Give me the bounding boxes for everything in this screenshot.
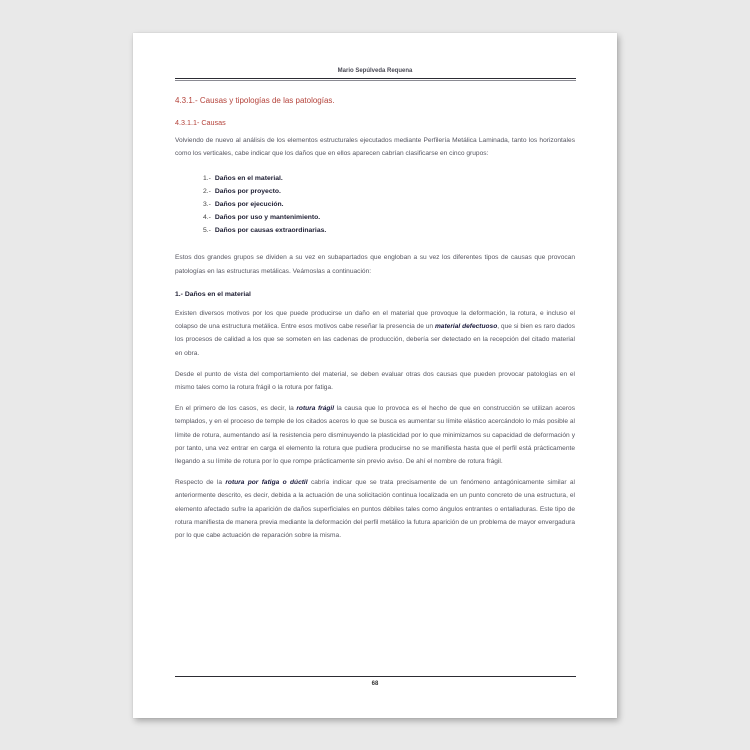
emphasis-term: material defectuoso [434,323,498,331]
page-content [175,95,575,550]
subsection-title: 4.3.1.1- Causas [175,118,226,127]
paragraph-rotura-fragil: En el primero de los casos, es decir, la rotura frágil la causa que lo provoca es el hecho de que en construcción se utilizan aceros templados, y en el proceso de temple de los citados aceros lo que se busca es aumentar su límite elástico acercándolo lo más posible al límite de rotura, aumentando así la resistencia pero disminuyendo la plasticidad por lo que minimizamos su capacidad de deformación y por tanto, una vez entrar en carga el elemento la rotura que pudiera producirse no se manifiesta hasta que el perfil está prácticamente llegando a su límite de rotura por lo que rompe prácticamente sin previo aviso. De ahí el nombre de rotura frágil. [175,405,575,466]
document-page [133,33,617,718]
list-item: 5.- Daños por causas extraordinarias. [203,227,327,235]
damage-groups-list [203,172,575,237]
header-rule-secondary [175,80,576,81]
emphasis-term: rotura por fatiga o dúctil [225,479,308,487]
section-title: 4.3.1.- Causas y tipologías de las patologías. [175,96,335,105]
after-list-paragraph: Estos dos grandes grupos se dividen a su vez en subapartados que engloban a su vez los diferentes tipos de causas que provocan patologías en las estructuras metálicas. Veámoslas a continuación: [175,254,575,275]
page-number: 68 [371,681,379,687]
paragraph-material-defectuoso: Existen diversos motivos por los que puede producirse un daño en el material que provoque la deformación, la rotura, e incluso el colapso de una estructura metálica. Entre esos motivos cabe reseñar la presencia de un material defectuoso, que si bien es raro dados los procesos de calidad a los que se someten en las cadenas de producción, debería ser detectado en la recepción del citado material en obra. [175,310,575,357]
paragraph-rotura-fatiga: Respecto de la rotura por fatiga o dúctil cabría indicar que se trata precisamente de un fenómeno antagónicamente similar al anteriormente descrito, es decir, debida a la actuación de una solicitación continua localizada en un punto concreto de una estructura, el elemento afectado sufre la aparición de daños superficiales en puntos débiles tales como ángulos entrantes o entalladuras. Este tipo de rotura manifiesta de manera previa mediante la deformación del perfil metálico la futura aparición de un problema de mayor envergadura por lo que cabe actuación de reparación sobre la misma. [175,479,575,540]
list-item: 2.- Daños por proyecto. [203,188,281,196]
header-author: Mario Sepúlveda Requena [337,68,413,74]
header-rule [175,78,576,79]
footer-rule [175,676,576,677]
intro-paragraph: Volviendo de nuevo al análisis de los elementos estructurales ejecutados mediante Perfilería Metálica Laminada, tanto los horizontales como los verticales, cabe indicar que los daños que en ellos aparecen cabrían clasificarse en cinco grupos: [175,137,575,158]
list-item: 4.- Daños por uso y mantenimiento. [203,214,321,222]
list-item: 1.- Daños en el material. [203,175,283,183]
emphasis-term: rotura frágil [296,405,335,413]
sub-heading: 1.- Daños en el material [175,290,251,298]
list-item: 3.- Daños por ejecución. [203,201,284,209]
paragraph-behaviour: Desde el punto de vista del comportamiento del material, se deben evaluar otras dos causas que pueden provocar patologías en el mismo tales como la rotura frágil o la rotura por fatiga. [175,370,575,392]
